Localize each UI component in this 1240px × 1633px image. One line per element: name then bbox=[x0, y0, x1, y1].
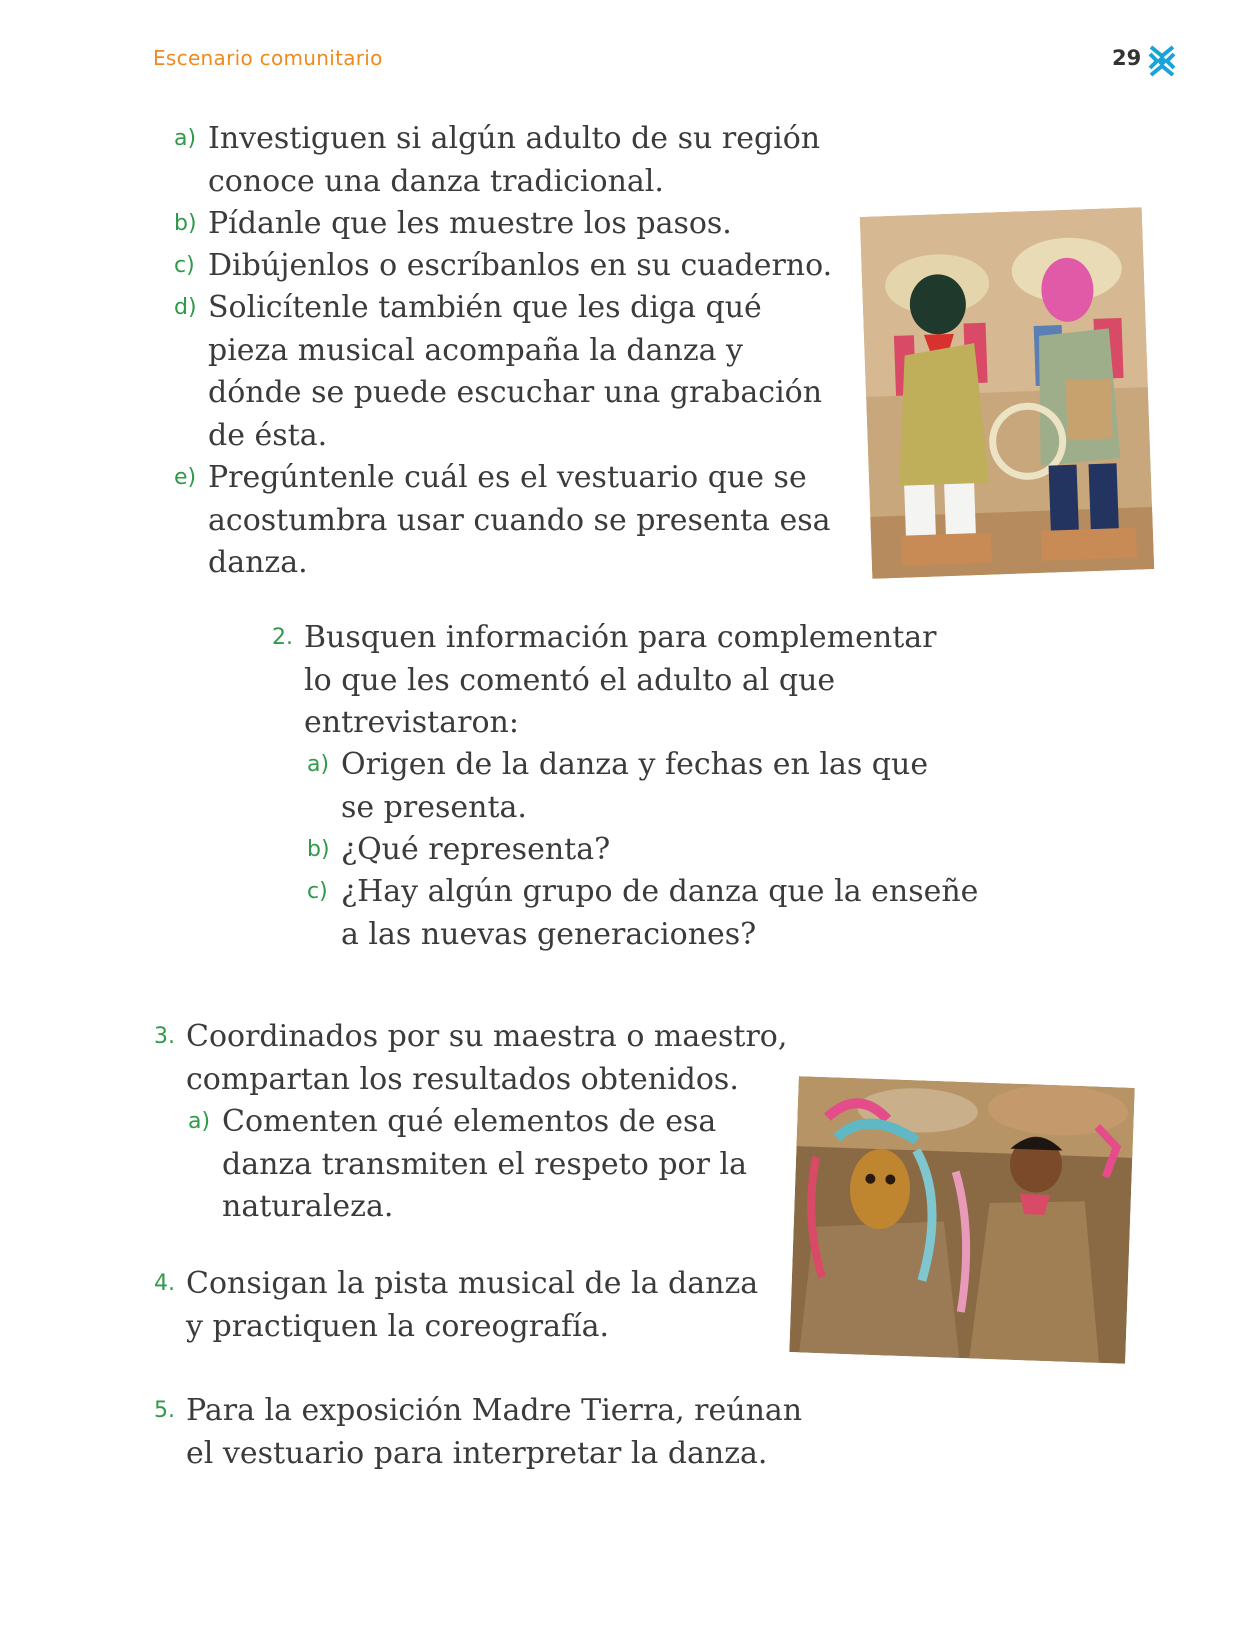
step-4 bbox=[154, 1263, 759, 1348]
item-line: y practiquen la coreografía. bbox=[186, 1308, 610, 1344]
list-marker: b) bbox=[174, 211, 197, 236]
step-number: 5. bbox=[154, 1398, 175, 1423]
step-number: 2. bbox=[272, 625, 293, 650]
item-line: Pregúntenle cuál es el vestuario que se bbox=[208, 460, 807, 495]
item-line: pieza musical acompaña la danza y bbox=[208, 332, 743, 368]
item-line: Origen de la danza y fechas en las que bbox=[341, 747, 929, 782]
step3-item-a bbox=[188, 1101, 747, 1229]
section-title: Escenario comunitario bbox=[153, 46, 383, 70]
item-line: a las nuevas generaciones? bbox=[341, 916, 757, 952]
list1-item-d bbox=[174, 287, 823, 457]
list1-item-a bbox=[174, 118, 821, 203]
step2-item-b bbox=[307, 829, 611, 872]
item-line: danza transmiten el respeto por la bbox=[222, 1146, 747, 1182]
item-line: Busquen información para complementar bbox=[304, 620, 937, 655]
list-marker: a) bbox=[188, 1109, 211, 1134]
step-number: 4. bbox=[154, 1271, 175, 1296]
item-line: se presenta. bbox=[341, 789, 527, 825]
list-marker: c) bbox=[307, 879, 328, 904]
step-number: 3. bbox=[154, 1024, 175, 1049]
list-marker: d) bbox=[174, 295, 197, 320]
list-marker: a) bbox=[307, 752, 330, 777]
item-line: ¿Qué representa? bbox=[341, 832, 611, 867]
step-5 bbox=[154, 1390, 803, 1475]
item-line: acostumbra usar cuando se presenta esa bbox=[208, 502, 831, 538]
item-line: dónde se puede escuchar una grabación bbox=[208, 375, 823, 410]
logo-icon bbox=[1147, 44, 1177, 78]
list-marker: b) bbox=[307, 837, 330, 862]
item-line: Comenten qué elementos de esa bbox=[222, 1104, 717, 1139]
list1-item-e bbox=[174, 457, 831, 585]
item-line: danza. bbox=[208, 545, 308, 580]
item-line: el vestuario para interpretar la danza. bbox=[186, 1435, 768, 1471]
dancers-photo bbox=[789, 1076, 1134, 1364]
item-line: Coordinados por su maestra o maestro, bbox=[186, 1019, 788, 1054]
list1-item-c bbox=[174, 245, 833, 288]
list-marker: c) bbox=[174, 253, 195, 278]
item-line: Solicítenle también que les diga qué bbox=[208, 290, 762, 325]
item-line: Para la exposición Madre Tierra, reúnan bbox=[186, 1393, 803, 1428]
item-line: compartan los resultados obtenidos. bbox=[186, 1061, 739, 1097]
item-line: naturaleza. bbox=[222, 1189, 394, 1224]
item-line: conoce una danza tradicional. bbox=[208, 163, 664, 199]
item-line: entrevistaron: bbox=[304, 705, 519, 740]
item-line: Investiguen si algún adulto de su región bbox=[208, 121, 821, 156]
item-line: Pídanle que les muestre los pasos. bbox=[208, 206, 732, 241]
step-2 bbox=[272, 617, 937, 745]
list1-item-b bbox=[174, 203, 732, 246]
item-line: de ésta. bbox=[208, 417, 328, 453]
step2-item-c bbox=[307, 871, 979, 956]
item-line: lo que les comentó el adulto al que bbox=[304, 662, 836, 698]
item-line: ¿Hay algún grupo de danza que la enseñe bbox=[341, 874, 979, 909]
list-marker: e) bbox=[174, 465, 197, 490]
step2-item-a bbox=[307, 744, 929, 829]
item-line: Consigan la pista musical de la danza bbox=[186, 1266, 759, 1301]
list-marker: a) bbox=[174, 126, 197, 151]
item-line: Dibújenlos o escríbanlos en su cuaderno. bbox=[208, 248, 833, 283]
step-3 bbox=[154, 1016, 788, 1101]
dolls-photo bbox=[860, 207, 1154, 579]
page-number: 29 bbox=[1112, 46, 1142, 70]
